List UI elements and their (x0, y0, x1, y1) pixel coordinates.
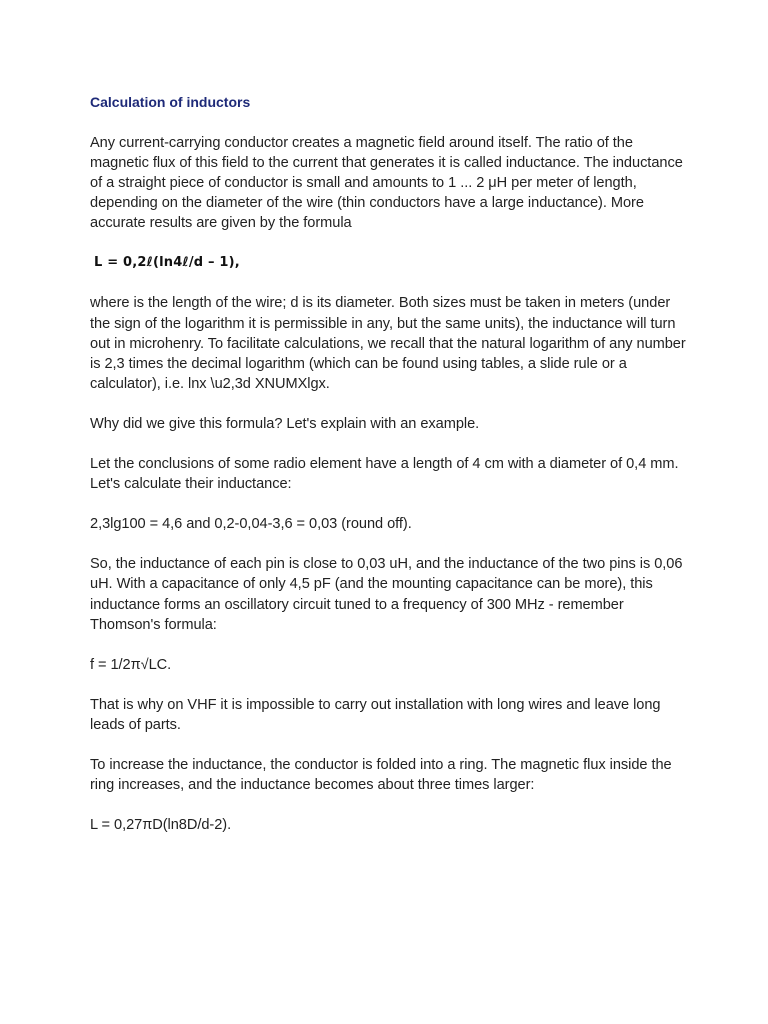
formula-ring: L = 0,27πD(ln8D/d-2). (90, 817, 232, 834)
page-title: Calculation of inductors (90, 94, 251, 110)
paragraph-question: Why did we give this formula? Let's explain with an example. (90, 415, 480, 432)
paragraph-explanation: where is the length of the wire; d is its diameter. Both sizes must be taken in meters (under the sign of the logarithm it is permissible in any, but the same units), the inductance will turn out in microhenry. To facilitate calculations, we recall that the natural logarithm of any number is 2,3 times the decimal logarithm (which can be found using tables, a slide rule or a calculator), i.e. lnx \u2,3d XNUMXlgx. (90, 295, 686, 392)
paragraph-example: Let the conclusions of some radio element have a length of 4 cm with a diameter of 0,4 mm. Let's calculate their inductance: (90, 456, 679, 493)
paragraph-vhf: That is why on VHF it is impossible to carry out installation with long wires and leave long leads of parts. (90, 696, 661, 733)
formula-straight-conductor: L = 0,2ℓ(ln4ℓ/d – 1), (94, 255, 240, 271)
paragraph-calculation: 2,3lg100 = 4,6 and 0,2-0,04-3,6 = 0,03 (round off). (90, 516, 412, 533)
paragraph-ring: To increase the inductance, the conductor is folded into a ring. The magnetic flux inside the ring increases, and the inductance becomes about three times larger: (90, 756, 672, 794)
document-page (90, 92, 690, 855)
paragraph-intro: Any current-carrying conductor creates a magnetic field around itself. The ratio of the magnetic flux of this field to the current that generates it is called inductance. The inductance of a straight piece of conductor is small and amounts to 1 ... 2 μH per meter of length, depending on the diameter of the wire (thin conductors have a large inductance). More accurate results are given by the formula (90, 135, 683, 232)
paragraph-result: So, the inductance of each pin is close to 0,03 uH, and the inductance of the two pins is 0,06 uH. With a capacitance of only 4,5 pF (and the mounting capacitance can be more), this inductance forms an oscillatory circuit tuned to a frequency of 300 MHz - remember Thomson's formula: (90, 556, 683, 633)
formula-thomson: f = 1/2π√LC. (90, 656, 172, 673)
